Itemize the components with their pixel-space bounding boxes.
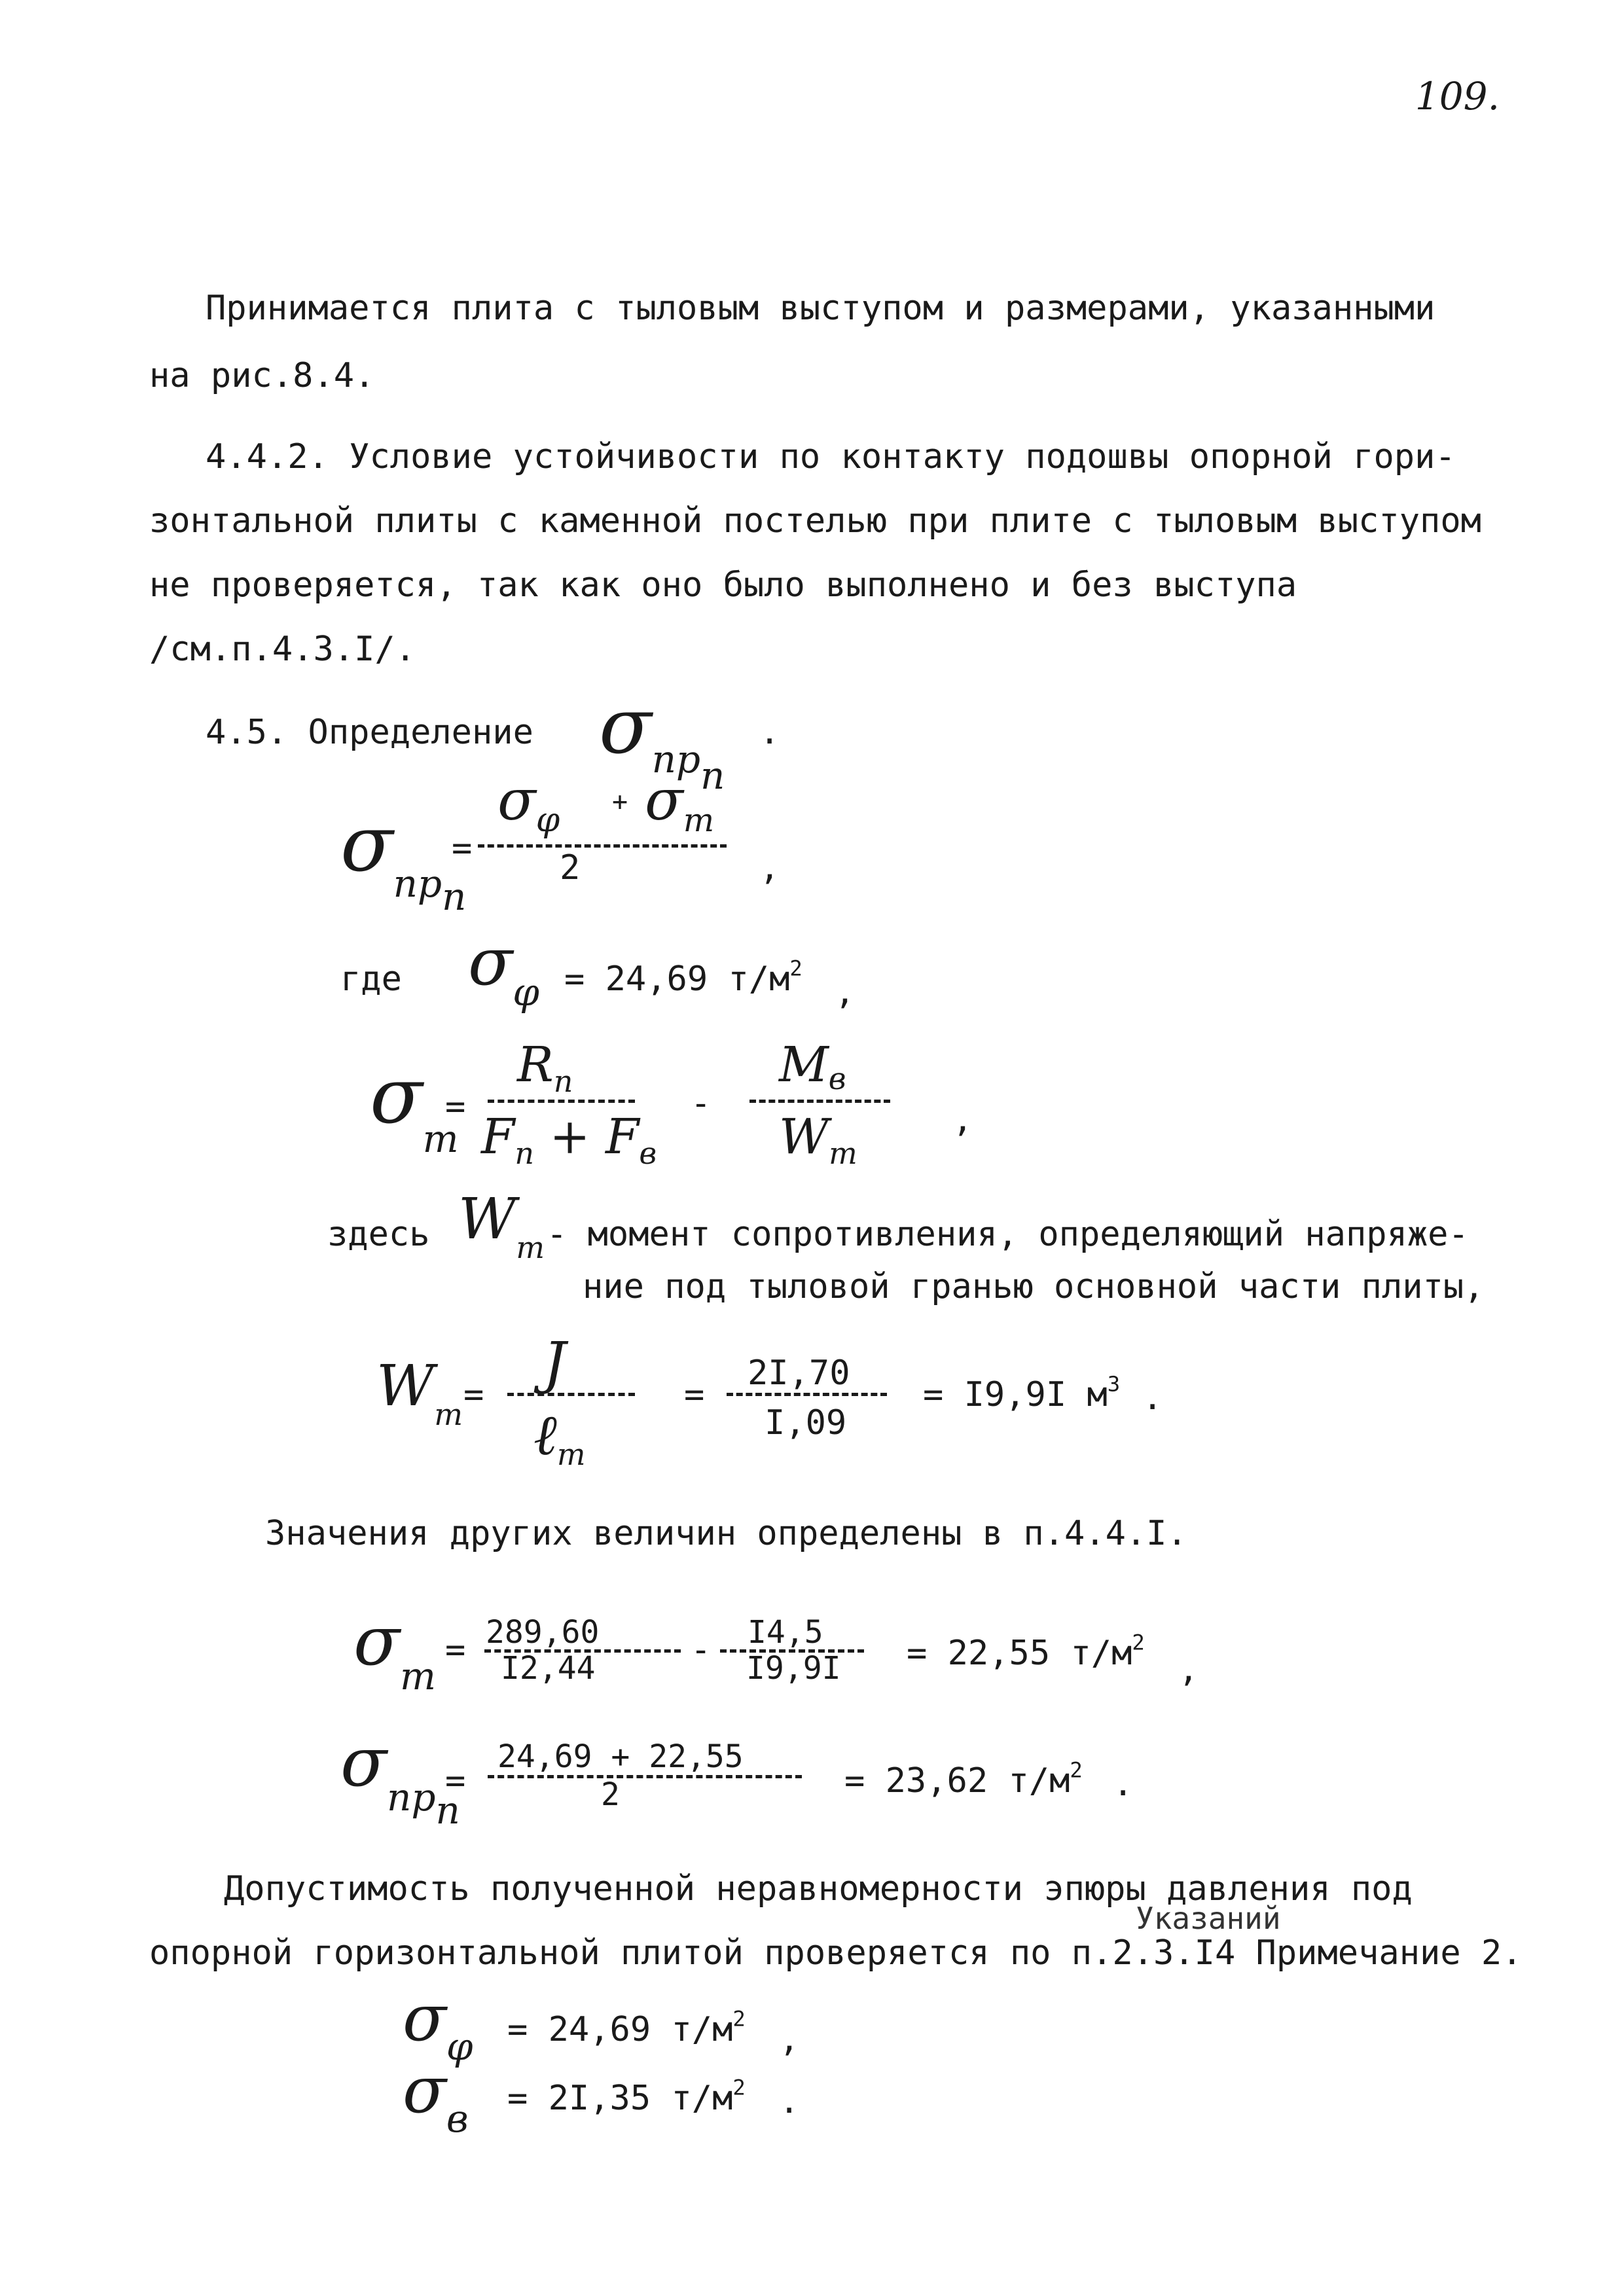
para2-line2: зонтальной плиты с каменной постелью при плите с тыловым выступом <box>149 501 1481 541</box>
calc-sigma-t-lhs: σт <box>353 1601 436 1698</box>
sigma-t-lhs: σт <box>370 1050 459 1161</box>
formula-main-fraction-bar <box>478 844 727 848</box>
formula-main-comma: , <box>759 848 780 888</box>
page-number: 109. <box>1415 74 1500 118</box>
where-unit-sup: 2 <box>789 956 803 981</box>
calc-sigma-t-num1: 289,60 <box>486 1614 600 1651</box>
sigma-prn-symbol: σпрп <box>599 681 725 798</box>
para2-line4: /см.п.4.3.I/. <box>149 630 416 669</box>
sigma-t-fraction-bar-2 <box>749 1100 890 1103</box>
calc-sigma-pr-bar <box>488 1775 802 1778</box>
para3-line2: опорной горизонтальной плитой проверяется по п.2.3.I4 Примечание 2. <box>149 1933 1523 1973</box>
w-formula-eq1: = <box>463 1375 484 1414</box>
final-sigma-b-punct: . <box>779 2082 800 2121</box>
here-line2: ние под тыловой гранью основной части плиты, <box>583 1267 1485 1306</box>
w-formula-result <box>923 1371 1121 1414</box>
where-comma: , <box>835 973 856 1012</box>
w-formula-result-sup: 3 <box>1107 1371 1121 1397</box>
calc-sigma-pr-eq: = <box>445 1761 466 1801</box>
calc-sigma-t-num2: I4,5 <box>748 1614 823 1651</box>
calc-sigma-t-comma: , <box>1178 1650 1199 1689</box>
other-values-line: Значения других величин определены в п.4.4.I. <box>265 1514 1187 1553</box>
calc-sigma-pr-result-text: = 23,62 т/м <box>844 1761 1070 1801</box>
calc-sigma-t-den1: I2,44 <box>501 1650 596 1687</box>
w-formula-result-text: = I9,9I м <box>923 1375 1108 1414</box>
sigma-t-comma: , <box>952 1100 973 1139</box>
final-sigma-b-sup: 2 <box>732 2075 746 2100</box>
sigma-t-eq: = <box>445 1087 466 1126</box>
w-t-symbol: $W_т$ <box>458 1187 545 1265</box>
here-label: здесь <box>327 1215 430 1254</box>
w-formula-eq2: = <box>684 1375 705 1414</box>
final-sigma-b-value <box>507 2075 746 2118</box>
w-formula-num: 2I,70 <box>748 1354 850 1393</box>
calc-sigma-t-result <box>907 1630 1145 1673</box>
sigma-f-symbol: σφ <box>468 924 539 1014</box>
where-value-text: = 24,69 т/м <box>564 960 790 999</box>
sigma-t-den2: $W_т$ <box>779 1109 857 1171</box>
final-sigma-f-punct: , <box>779 2020 800 2059</box>
final-sigma-f-sup: 2 <box>732 2006 746 2032</box>
formula-main-num-sigma-t: $\sigma_т$ <box>645 768 715 839</box>
w-formula-period: . <box>1142 1378 1163 1418</box>
final-sigma-f-text: = 24,69 т/м <box>507 2010 733 2049</box>
w-formula-den: I,09 <box>765 1403 847 1443</box>
sigma-t-fraction-bar-1 <box>488 1100 635 1103</box>
para2-line3: не проверяется, так как оно было выполнено и без выступа <box>149 565 1297 605</box>
calc-sigma-pr-result <box>844 1757 1083 1801</box>
w-formula-lhs: $W_т$ <box>376 1354 463 1432</box>
calc-sigma-t-result-text: = 22,55 т/м <box>907 1634 1132 1673</box>
sigma-t-minus: - <box>691 1084 712 1123</box>
calc-sigma-pr-num: 24,69 + 22,55 <box>497 1738 744 1775</box>
para1-line1: Принимается плита с тыловым выступом и размерами, указанными <box>206 289 1435 328</box>
calc-sigma-pr-den: 2 <box>601 1776 620 1813</box>
calc-sigma-pr-result-sup: 2 <box>1070 1757 1083 1783</box>
formula-main-eq: = <box>452 829 473 868</box>
calc-sigma-pr-period: . <box>1113 1765 1134 1804</box>
calc-sigma-pr-lhs: σпрп <box>340 1722 460 1833</box>
section-heading: 4.5. Определение <box>206 713 533 752</box>
w-formula-bar-2 <box>727 1393 887 1396</box>
para3-line1: Допустимость полученной неравномерности эпюры давления под <box>224 1869 1413 1909</box>
calc-sigma-t-result-sup: 2 <box>1132 1630 1145 1655</box>
sigma-t-num1: $R_п$ <box>517 1037 573 1099</box>
final-sigma-f-value <box>507 2006 746 2049</box>
formula-main-plus: + <box>612 787 628 817</box>
where-value <box>564 956 803 999</box>
here-line1: - момент сопротивления, определяющий напряже- <box>547 1215 1469 1254</box>
para2-line1: 4.4.2. Условие устойчивости по контакту подошвы опорной гори- <box>206 437 1456 476</box>
calc-sigma-t-minus: - <box>691 1630 712 1670</box>
para1-line2: на рис.8.4. <box>149 356 375 395</box>
calc-sigma-t-eq: = <box>445 1630 466 1670</box>
final-sigma-f-symbol: σφ <box>403 1981 473 2069</box>
final-sigma-b-symbol: σв <box>403 2053 469 2141</box>
where-label: где <box>340 960 402 999</box>
calc-sigma-t-den2: I9,9I <box>746 1650 841 1687</box>
para3-insert: Указаний <box>1136 1901 1281 1936</box>
formula-main-num-sigma-f: $\sigma_\varphi$ <box>497 768 560 840</box>
w-formula-bar-1 <box>507 1393 635 1396</box>
final-sigma-b-text: = 2I,35 т/м <box>507 2079 733 2118</box>
sigma-t-den1: $F_п + F_в$ <box>481 1109 657 1171</box>
w-formula-num-j: J <box>543 1331 566 1396</box>
formula-main-lhs: σпрп <box>340 798 467 919</box>
sigma-t-num2: Mв <box>779 1037 846 1096</box>
w-formula-den-l: ℓт <box>533 1403 586 1472</box>
heading-period: . <box>759 713 780 752</box>
formula-main-den: 2 <box>560 848 581 888</box>
